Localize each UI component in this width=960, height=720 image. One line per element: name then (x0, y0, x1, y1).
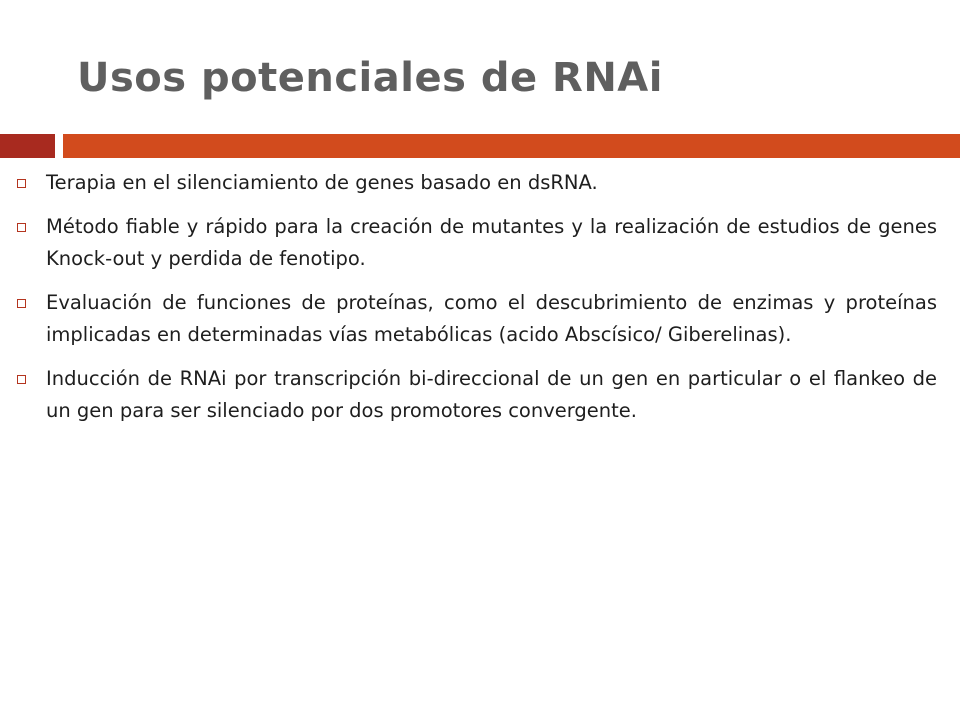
bullet-text: Inducción de RNAi por transcripción bi-direccional de un gen en particular o el flankeo de un gen para ser silenciado por dos promotores convergente. (46, 367, 937, 422)
hollow-square-bullet-icon (17, 375, 26, 384)
bullet-list (17, 167, 937, 439)
bullet-item (17, 167, 937, 199)
bullet-item (17, 211, 937, 275)
slide-title: Usos potenciales de RNAi (77, 55, 663, 101)
hollow-square-bullet-icon (17, 299, 26, 308)
bullet-text: Terapia en el silenciamiento de genes basado en dsRNA. (46, 171, 598, 194)
title-accent-bar (63, 134, 960, 158)
hollow-square-bullet-icon (17, 223, 26, 232)
bullet-text: Evaluación de funciones de proteínas, como el descubrimiento de enzimas y proteínas implicadas en determinadas vías metabólicas (acido Abscísico/ Giberelinas). (46, 291, 937, 346)
bullet-text: Método fiable y rápido para la creación de mutantes y la realización de estudios de genes Knock-out y perdida de fenotipo. (46, 215, 937, 270)
hollow-square-bullet-icon (17, 179, 26, 188)
bullet-item (17, 287, 937, 351)
bullet-item (17, 363, 937, 427)
title-accent-block (0, 134, 55, 158)
